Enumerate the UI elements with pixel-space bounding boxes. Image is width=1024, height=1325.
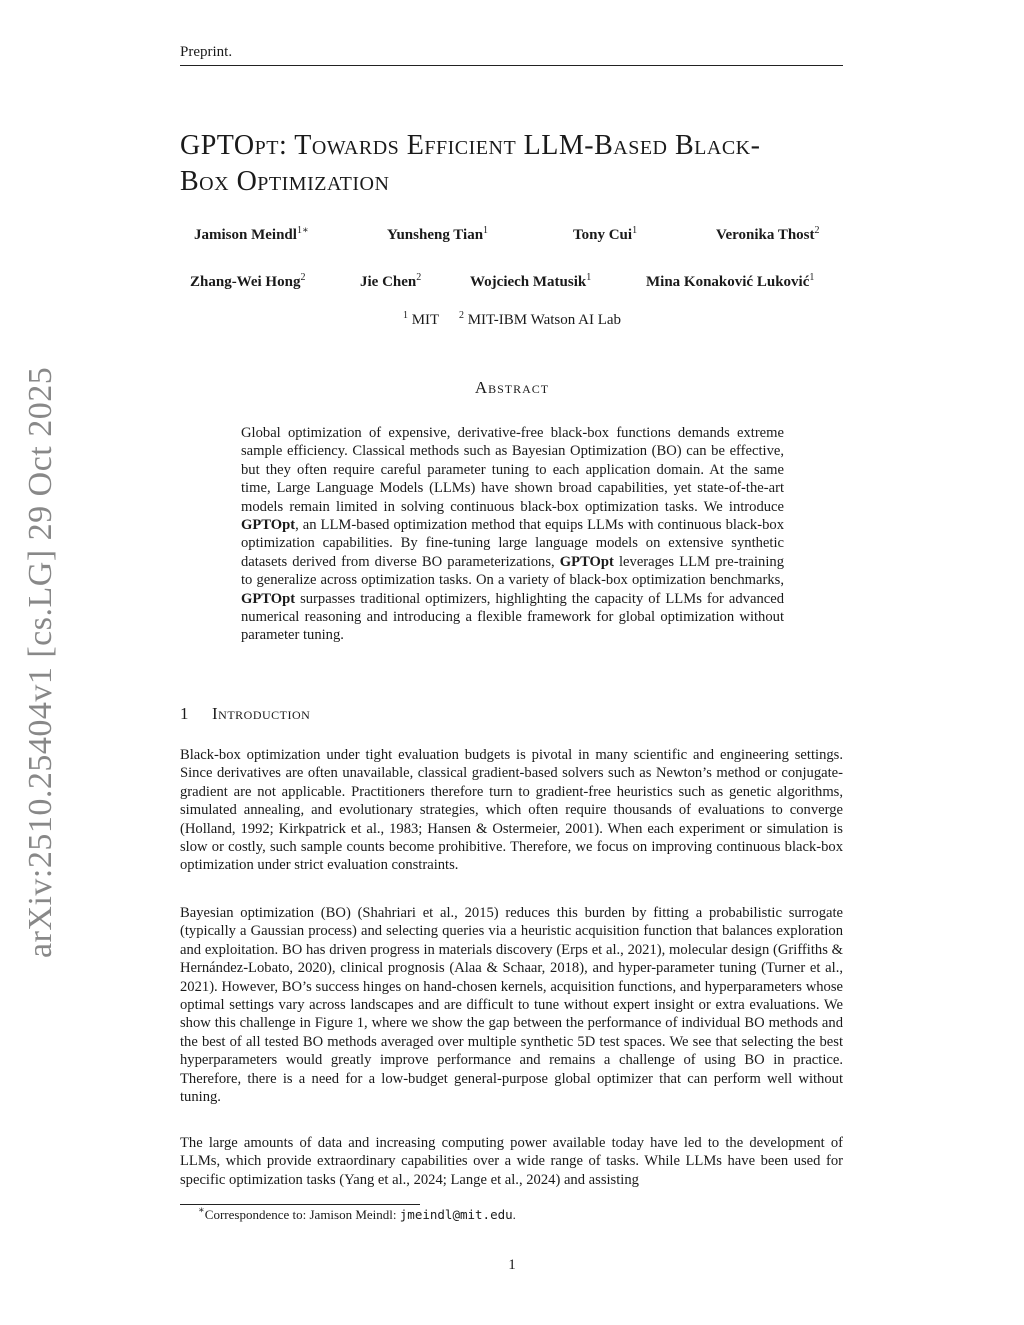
header-rule <box>180 65 843 66</box>
body-paragraph: Bayesian optimization (BO) (Shahriari et al., 2015) reduces this burden by fitting a probabilistic surrogate (typically a Gaussian process) and selecting queries via a heuristic acquisition function that balances exploration and exploitation. BO has driven progress in materials discovery (Erps et al., 2021), molecular design (Griffiths & Hernández-Lobato, 2020), clinical prognosis (Alaa & Schaar, 2018), and hyper-parameter tuning (Turner et al., 2021). However, BO’s success hinges on hand-chosen kernels, acquisition functions, and hyperparameters whose optimal settings vary across landscapes and are difficult to tune without expert insight or extra evaluations. We show this challenge in Figure 1, where we show the gap between the performance of individual BO methods and the best of all tested BO methods averaged over multiple synthetic 5D test spaces. We see that selecting the best hyperparameters would greatly improve performance and remains a challenge of using BO in practice. Therefore, there is a need for a low-budget general-purpose global optimizer that can perform well without tuning. <box>180 905 843 1106</box>
running-header: Preprint. <box>180 44 233 60</box>
author: Jie Chen$^2$ <box>360 272 422 290</box>
body-paragraph: Black-box optimization under tight evaluation budgets is pivotal in many scientific and engineering settings. Since derivatives are often unavailable, classical gradient-based solvers such as Newton’s method or conjugate-gradient are not applicable. Practitioners therefore turn to gradient-free heuristics such as genetic algorithms, simulated annealing, and evolutionary strategies, which often require thousands of evaluations to converge (Holland, 1992; Kirkpatrick et al., 1983; Hansen & Ostermeier, 2001). When each experiment or simulation is slow or costly, such sample counts become prohibitive. Therefore, we focus on improving continuous black-box optimization under strict evaluation constraints. <box>180 747 843 874</box>
affiliations <box>0 312 1024 329</box>
author: Tony Cui$^1$ <box>573 225 638 243</box>
footnote-rule <box>180 1204 420 1205</box>
author: Zhang-Wei Hong$^2$ <box>190 272 306 290</box>
title-line-2: Box Optimization <box>180 166 390 197</box>
author: Jamison Meindl$^{1∗}$ <box>194 225 309 243</box>
footnote: ∗Correspondence to: Jamison Meindl: jmeindl@mit.edu. <box>198 1205 516 1222</box>
abstract-body: Global optimization of expensive, derivative-free black-box functions demands extreme sample efficiency. Classical methods such as Bayesian Optimization (BO) can be effective, but they often require careful parameter tuning to each application domain. At the same time, Large Language Models (LLMs) have shown broad capabilities, yet state-of-the-art models remain limited in solving continuous black-box optimization tasks. We introduce GPTOpt, an LLM-based optimization method that equips LLMs with continuous black-box optimization capabilities. By fine-tuning large language models on extensive synthetic datasets derived from diverse BO parameterizations, GPTOpt leverages LLM pre-training to generalize across optimization tasks. On a variety of black-box optimization benchmarks, GPTOpt surpasses traditional optimizers, highlighting the capacity of LLMs for advanced numerical reasoning and introducing a flexible framework for global optimization without parameter tuning. <box>241 425 784 644</box>
body-paragraph: The large amounts of data and increasing computing power available today have led to the development of LLMs, which provide extraordinary capabilities over a wide range of tasks. While LLMs have been used for specific optimization tasks (Yang et al., 2024; Lange et al., 2024) and assisting <box>180 1135 843 1188</box>
abstract-heading: Abstract <box>474 378 550 397</box>
page-number: 1 <box>508 1257 516 1273</box>
author: Mina Konaković Luković$^1$ <box>646 272 815 290</box>
affiliation: $^2$ MIT-IBM Watson AI Lab <box>458 310 622 328</box>
section-heading: 1 Introduction <box>180 704 311 723</box>
paper-title <box>180 128 850 200</box>
author: Yunsheng Tian$^1$ <box>387 225 489 243</box>
title-line-1: GPTOpt: Towards Efficient LLM-Based Black- <box>180 130 761 161</box>
email-link[interactable]: jmeindl@mit.edu <box>399 1207 513 1222</box>
arxiv-stamp: arXiv:2510.25404v1 [cs.LG] 29 Oct 2025 <box>22 366 59 958</box>
affiliation: $^1$ MIT <box>402 310 440 328</box>
author: Wojciech Matusik$^1$ <box>470 272 592 290</box>
author: Veronika Thost$^2$ <box>716 225 820 243</box>
